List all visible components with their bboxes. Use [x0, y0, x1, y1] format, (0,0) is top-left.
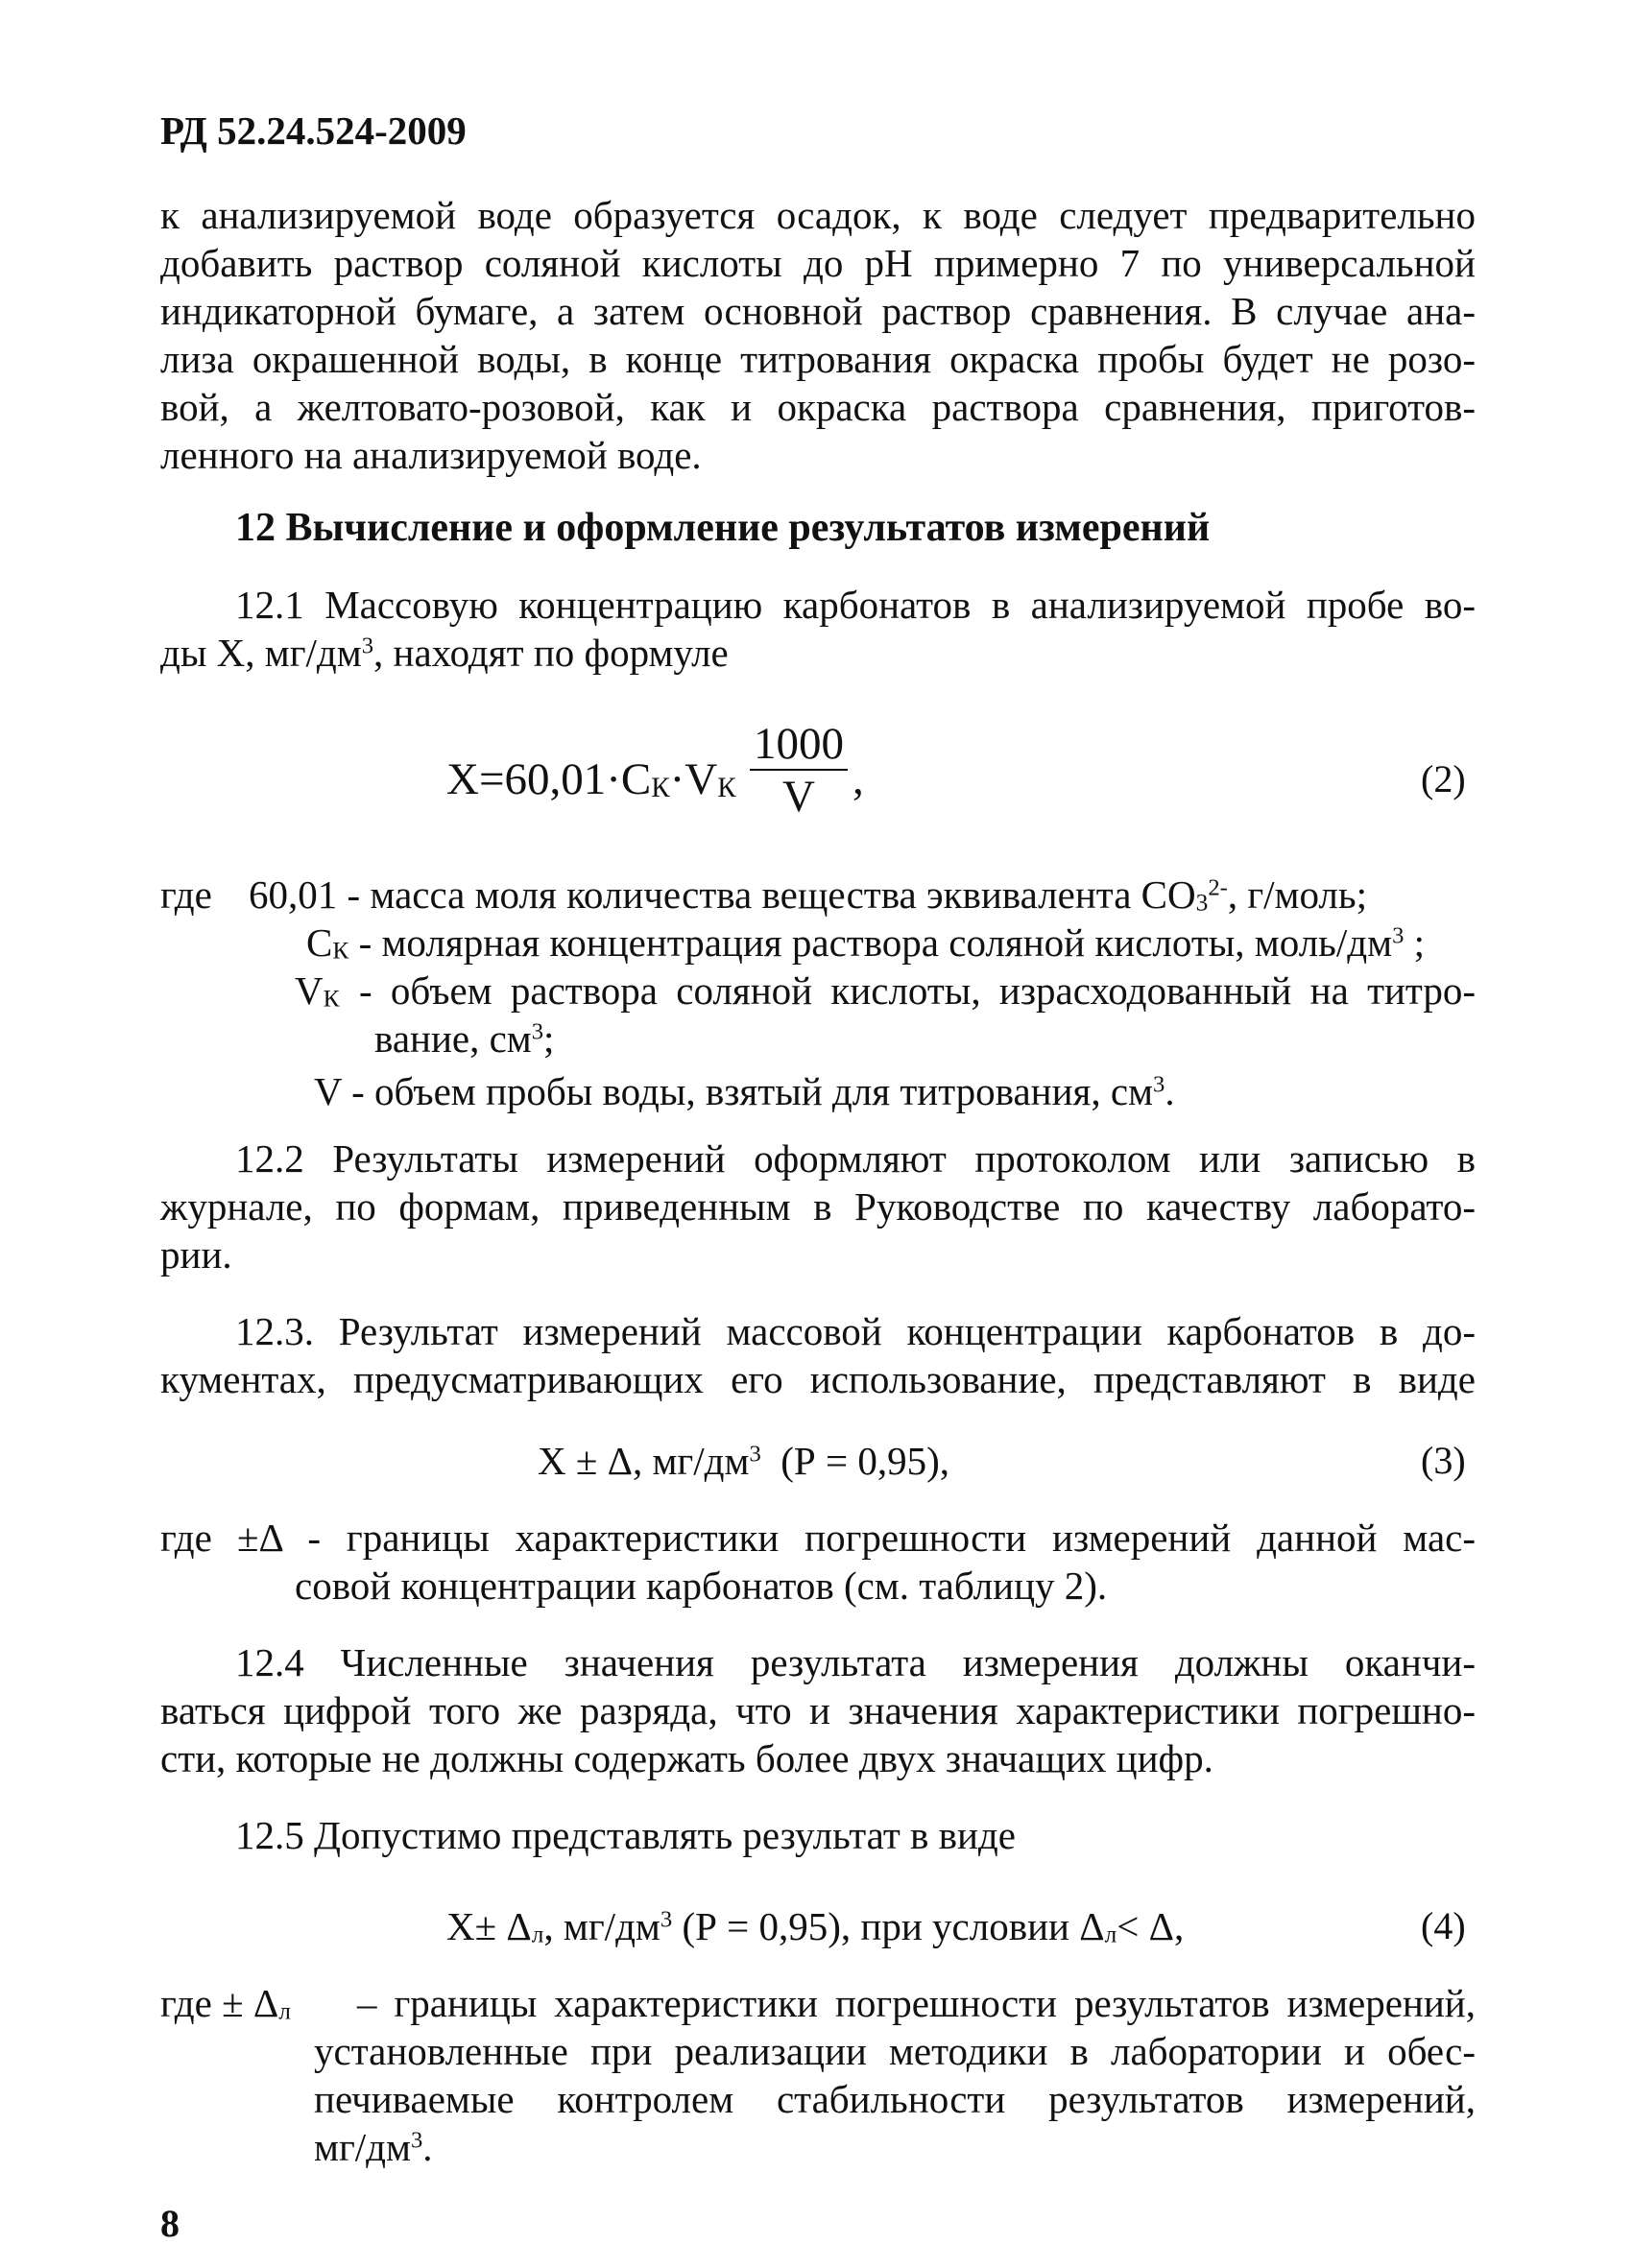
definition-line: совой концентрации карбонатов (см. таблицу 2).: [295, 1564, 1108, 1608]
section-heading: 12 Вычисление и оформление результатов измерений: [235, 506, 1211, 550]
formula-2-number: (2): [1421, 757, 1466, 800]
formula-4-body: Х± Δл, $мг/дм^3$ (Р = 0,95), при условии Δл< Δ,: [446, 1904, 1185, 1948]
definition-line: $мг/дм^3$.: [314, 2125, 433, 2169]
text-line: к анализируемой воде образуется осадок, к воде следует предварительно: [160, 193, 1476, 237]
definition-line: 60,01 - масса моля количества вещества эквивалента $СО3^{2-}$, г/моль;: [249, 872, 1367, 917]
text-line: журнале, по формам, приведенным в Руководстве по качеству лаборато-: [160, 1184, 1476, 1229]
definition-text: - объем раствора соляной кислоты, израсходованный на титро-: [359, 968, 1476, 1013]
formula-2-fraction: [750, 719, 848, 822]
text-line: индикаторной бумаге, а затем основной раствор сравнения. В случае ана-: [160, 289, 1476, 333]
definition-line: установленные при реализации методики в лаборатории и обес-: [314, 2029, 1476, 2073]
text-line: 12.1 Массовую концентрацию карбонатов в анализируемой пробе во-: [235, 583, 1476, 627]
definition-line: VК: [295, 968, 340, 1013]
text-line: рии.: [160, 1232, 232, 1277]
text-line: лиза окрашенной воды, в конце титрования окраска пробы будет не розо-: [160, 337, 1476, 381]
fraction-numerator: 1000: [750, 722, 848, 771]
text-line: сти, которые не должны содержать более двух значащих цифр.: [160, 1736, 1213, 1780]
text-line: добавить раствор соляной кислоты до рН примерно 7 по универсальной: [160, 241, 1476, 285]
formula-2-body: Х=60,01·СК·VК: [446, 754, 736, 804]
formula-3-number: (3): [1421, 1439, 1466, 1482]
paragraph-12-5: 12.5 Допустимо представлять результат в виде: [235, 1813, 1016, 1857]
document-code: РД 52.24.524-2009: [160, 108, 467, 153]
where-label: где: [160, 1516, 212, 1560]
formula-2-comma: ,: [853, 754, 864, 804]
text-line: ваться цифрой того же разряда, что и значения характеристики погрешно-: [160, 1688, 1476, 1732]
page-number: 8: [160, 2202, 180, 2245]
text-line: ленного на анализируемой воде.: [160, 433, 702, 477]
text-line: 12.2 Результаты измерений оформляют протоколом или записью в: [235, 1136, 1476, 1181]
text-line: 12.4 Численные значения результата измерения должны оканчи-: [235, 1640, 1476, 1684]
definition-line: печиваемые контролем стабильности результатов измерений,: [314, 2077, 1476, 2121]
definition-line: V - объем пробы воды, взятый для титрования, $см^3$.: [314, 1069, 1175, 1113]
definition-line: ±Δ - границы характеристики погрешности измерений данной мас-: [237, 1516, 1476, 1560]
definition-line: – границы характеристики погрешности результатов измерений,: [357, 1981, 1476, 2025]
where-label: где: [160, 872, 212, 917]
text-line: вой, а желтовато-розовой, как и окраска раствора сравнения, приготов-: [160, 385, 1476, 429]
fraction-denominator: V: [782, 772, 815, 822]
where-label: где ± Δл: [160, 1981, 291, 2025]
text-line: ды Х, $мг/дм^3$, находят по формуле: [160, 631, 729, 675]
text-line: кументах, предусматривающих его использование, представляют в виде: [160, 1357, 1476, 1401]
definition-line: СК - молярная концентрация раствора соляной кислоты, моль/$дм^3$ ;: [306, 920, 1426, 965]
definition-line: вание, $см^3$;: [374, 1016, 555, 1061]
text-line: 12.3. Результат измерений массовой концентрации карбонатов в до-: [235, 1309, 1476, 1353]
formula-3-body: Х ± Δ, $мг/дм^3$ (Р = 0,95),: [538, 1439, 949, 1483]
formula-4-number: (4): [1421, 1904, 1466, 1947]
